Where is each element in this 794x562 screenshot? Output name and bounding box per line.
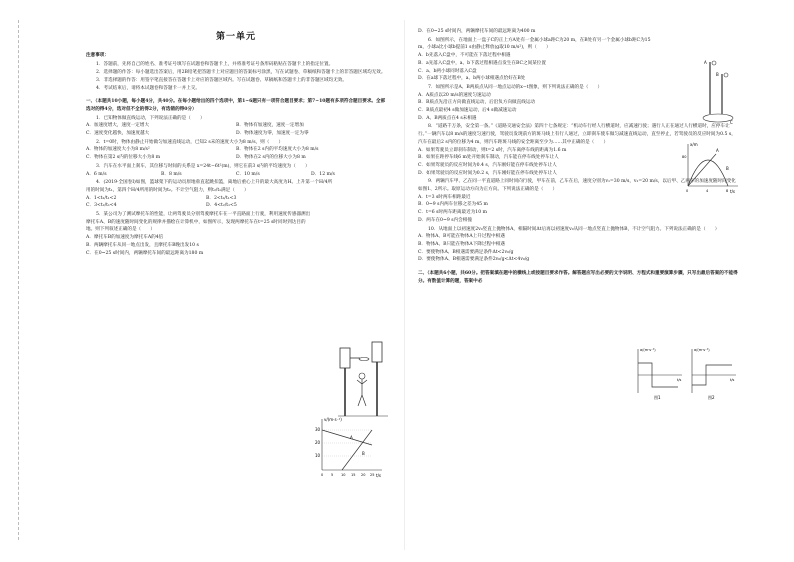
question-4-options bbox=[86, 195, 326, 210]
question-5-option-d: D．在0~25 s时间内，两辆摩托车间的最远距离为400 m bbox=[418, 29, 536, 34]
option: D．要使物体A、B相遇需要满足条件2v₀/g<Δt<4v₀/g bbox=[418, 257, 530, 263]
x-tick: 15 bbox=[351, 473, 356, 477]
option: B．a先落入C盘中，a、b下落过程相遇点发生在BC之间某位置 bbox=[418, 60, 546, 66]
figure-caption: 图2 bbox=[708, 395, 715, 400]
left-column bbox=[86, 28, 386, 257]
option: C．3<t₂/t₁<4 bbox=[86, 203, 117, 209]
line-A bbox=[322, 430, 372, 445]
note-item: 4．考试结束后，请将本试题卷和答题卡一并上交。 bbox=[96, 85, 200, 91]
figure-caption: 图1 bbox=[654, 395, 661, 400]
question-9-stem: 9．两辆汽车甲、乙在同一平直道路上同时同向行驶，甲车在前，乙车在后，速度分别为v₁=30 m/s，v₂=20 m/s，以后甲、乙两车的加速度随时间变化如图1、2所示。取原运动方向为正方向。下列说法正确的是（ ） bbox=[418, 179, 736, 193]
series-label: A bbox=[716, 148, 719, 153]
option: B．0~9 s内两车位移之差为45 m bbox=[418, 202, 488, 208]
x-tick: 10 bbox=[341, 473, 346, 477]
question-8-stem: 8．“道路千万条，安全第一条。”《道路交通安全法》第四十七条规定：“机动车行经人行横道时，应减速行驶；遇行人正在通过人行横道时，应停车让行。”一辆汽车以8 m/s的速度匀速行驶，驾驶员发现前方的斑马线上有行人通过，立即刹车使车做匀减速直线运动，直至停止，若驾驶员的反应时间为0.5 s，汽车在最后2 s内的位移为4 m，则汽车距斑马线的安全距离至少为……其中正确的是（ ） bbox=[418, 124, 736, 145]
question-9-options bbox=[418, 194, 618, 225]
question-7-options bbox=[418, 92, 668, 123]
option: D．在a球下落过程中，a、b两小球相遇点恰好在B处 bbox=[418, 76, 526, 82]
option: A．t=3 s时两车相距最近 bbox=[418, 194, 471, 200]
option: A．摩托车B的加速度为摩托车A的4倍 bbox=[86, 235, 164, 241]
option: D．如果驾驶员的反应时间为0.2 s，汽车刚好能在停车线处停车让人 bbox=[418, 170, 557, 176]
x-tick: 20 bbox=[361, 473, 366, 477]
x-tick: 25 bbox=[370, 473, 375, 477]
option: C．B质点最初4 s做加速运动，后4 s做减速运动 bbox=[418, 108, 517, 114]
question-2-stem: 2．t=0时，物体由静止开始做匀加速直线运动，已知2 s末的速度大小为8 m/s，则（ ） bbox=[96, 139, 284, 145]
notes-heading: 注意事项： bbox=[86, 52, 109, 58]
binding-line bbox=[18, 20, 19, 540]
option: C．速度变化越快，加速度越大 bbox=[86, 131, 150, 137]
option: B．如果在距停车线6 m处开始刹车制动，汽车能在停车线处停车让人 bbox=[418, 155, 559, 161]
x-tick: 8 bbox=[726, 189, 729, 193]
x-tick: 4 bbox=[706, 189, 709, 193]
option: C．要使物体A、B相遇需要满足条件Δt<2v₀/g bbox=[418, 249, 514, 255]
series-label: B bbox=[726, 166, 729, 171]
basketball-figure bbox=[338, 340, 388, 418]
option: A．A质点以20 m/s的速度匀速运动 bbox=[418, 92, 491, 98]
line-A bbox=[688, 154, 716, 186]
option: D．两车在0~9 s内会相撞 bbox=[418, 217, 472, 223]
option: B．两辆摩托车从同一地点出发，且摩托车B晚出发10 s bbox=[86, 242, 199, 248]
point-label: C bbox=[730, 120, 733, 125]
y-tick: 10 bbox=[315, 453, 321, 458]
section-2-heading: 二、（本题共6小题，共60分。把答案填在题中的横线上或按题目要求作答。解答题应写出必要的文字说明、方程式和重要演算步骤，只写出最后答案的不能得分。有数值计算的题，答案中必 bbox=[418, 271, 738, 284]
y-tick: 30 bbox=[315, 427, 321, 432]
question-5-options bbox=[86, 234, 386, 257]
question-3-options bbox=[86, 171, 386, 179]
option: C．物体在第2 s内的位移大小为8 m bbox=[86, 155, 161, 161]
option: B．物体在2 s内的平均速度大小为8 m/s bbox=[236, 147, 319, 153]
x-tick: 0 bbox=[686, 189, 689, 193]
option: B．物体A、B只能在物体A下降过程中相遇 bbox=[418, 241, 505, 247]
line-B bbox=[342, 430, 372, 470]
falling-balls-figure bbox=[700, 58, 740, 128]
option: A．如果驾驶员立即刹车制动，则t=2 s时，汽车离停车线的距离为1.6 m bbox=[418, 147, 567, 153]
note-item: 2．选择题的作答：每小题选出答案后，用2B铅笔把答题卡上对应题目的答案标号涂黑，写在试题卷、草稿纸和答题卡上的非答题区域均无效。 bbox=[96, 70, 386, 76]
note-item: 1．答题前，先将自己的姓名、准考证号填写在试题卷和答题卡上，并将准考证号条形码粘贴在答题卡上的指定位置。 bbox=[96, 62, 334, 68]
option: A．物体A、B可能在物体A上升过程中相遇 bbox=[418, 234, 505, 240]
option: B．B质点先沿正方向做直线运动，后沿负方向做直线运动 bbox=[418, 100, 536, 106]
velocity-time-figure bbox=[310, 415, 385, 480]
question-4-stem: 4．(2019·全国卷Ⅰ)如图，篮球架下的运动员原地垂直起跳扣篮，离地后重心上升的最大高度为H。上升第一个H/4所用的时间为t₁，第四个H/4所用的时间为t₂。不计空气阻力，则t₂/t₁满足（ ） bbox=[86, 180, 333, 193]
option: D．A、B两质点在4 s末相遇 bbox=[418, 115, 477, 121]
y-tick: 20 bbox=[315, 440, 321, 445]
x-axis-label: t/s bbox=[730, 378, 735, 382]
x-tick: 0 bbox=[321, 473, 324, 477]
question-3-stem: 3．汽车在水平面上刹车，其位移与时间的关系是 x=24t−6t²(m)，则它在前3 s内的平均速度为（ ） bbox=[96, 163, 310, 169]
option: A．加速度增大，速度一定增大 bbox=[86, 123, 150, 129]
option: D．物体在2 s内的位移大小为8 m bbox=[236, 155, 306, 161]
option: D．4<t₂/t₁<5 bbox=[206, 203, 237, 209]
option: B．8 m/s bbox=[161, 171, 182, 177]
option: C．t=6 s时两车距离最近为10 m bbox=[418, 210, 487, 216]
option: B．物体有加速度，速度一定增加 bbox=[236, 123, 304, 129]
y-axis-label: x/m bbox=[690, 142, 698, 147]
y-axis-label: a/(m·s⁻²) bbox=[694, 348, 710, 352]
page-title: 第一单元 bbox=[215, 32, 256, 42]
question-7-stem: 7．如图所示是A、B两质点从同一地点运动的x−t图象，则下列说法正确的是（ ） bbox=[428, 84, 603, 90]
series-label: A bbox=[350, 435, 353, 440]
option: A．1<t₂/t₁<2 bbox=[86, 195, 117, 201]
option: A．6 m/s bbox=[86, 171, 107, 177]
option: C．a、b两小球同时落入C盘 bbox=[418, 68, 477, 74]
option: B．2<t₂/t₁<3 bbox=[206, 195, 237, 201]
question-10-stem: 10．从地面上以初速度2v₀竖直上抛物体A，相隔时间Δt后再以初速度v₀从同一地点竖直上抛物体B，不计空气阻力。下列说法正确的是（ ） bbox=[428, 226, 720, 232]
x-axis-label: t/s bbox=[376, 473, 381, 478]
option: D．物体速度为零，加速度一定为零 bbox=[236, 131, 309, 137]
note-item: 3．非选择题的作答：用签字笔直接答在答题卡上对应的答题区域内。写在试题卷、草稿纸和答题卡上的非答题区域均无效。 bbox=[96, 77, 347, 83]
section-heading: 一、（本题共10小题，每小题4分，共40分。在每小题给出的四个选项中，第1~6题只有一项符合题目要求；第7~10题有多项符合题目要求。全部选对的得4分，选对但不全的得2分，有选错的得0分） bbox=[86, 99, 386, 112]
question-2-options bbox=[86, 146, 386, 161]
question-6-stem: 6．如图所示，在地面上一盘子C的正上方A处有一金属小球a距C为20 m，在B处有另一个金属小球b距C为15 m，小球a比小球b提前1 s由静止释放(g取10 m/s²)，则（ ） bbox=[418, 37, 651, 51]
option: D．12 m/s bbox=[311, 171, 335, 177]
acceleration-figures bbox=[630, 345, 740, 400]
y-tick: 80 bbox=[682, 155, 687, 159]
binding-gutter bbox=[8, 0, 28, 562]
option: A．物体的加速度大小为8 m/s² bbox=[86, 147, 150, 153]
column-divider bbox=[404, 20, 405, 550]
x-axis-label: t/s bbox=[730, 189, 735, 194]
series-label: B bbox=[362, 451, 365, 456]
question-1-stem: 1．已知物体做直线运动，下列说法正确的是（ ） bbox=[96, 115, 205, 121]
question-5-stem: 5．某公司为了测试摩托车的性能，让两驾驶员分别驾驶摩托车在一平直路面上行驶，利用速度传感器测出摩托车A、B的速度随时间变化的规律并描绘在计算机中，如图所示，发现两摩托车在t=25 s时同时到达目的地。则下列叙述正确的是（ ） bbox=[86, 212, 311, 233]
option: C．10 m/s bbox=[236, 171, 260, 177]
question-1-options bbox=[86, 122, 386, 137]
option: A．b先落入C盘中，不可能在下落过程中相遇 bbox=[418, 53, 511, 59]
y-axis-label: a/(m·s⁻²) bbox=[640, 348, 656, 352]
point-label: A bbox=[704, 60, 707, 65]
question-10-options bbox=[418, 233, 740, 264]
option: C．在0~25 s时间内，两辆摩托车间的最远距离为180 m bbox=[86, 250, 204, 256]
x-tick: 5 bbox=[331, 473, 334, 477]
option: C．如果驾驶员的反应时间为0.4 s，汽车刚好能在停车线处停车让人 bbox=[418, 162, 557, 168]
point-label: B bbox=[716, 72, 719, 77]
position-time-figure bbox=[680, 140, 740, 195]
question-6-options bbox=[418, 52, 678, 83]
x-axis-label: t/s bbox=[677, 378, 682, 382]
curve-B bbox=[688, 160, 728, 186]
y-axis-label: v/(m·s⁻¹) bbox=[324, 417, 342, 422]
